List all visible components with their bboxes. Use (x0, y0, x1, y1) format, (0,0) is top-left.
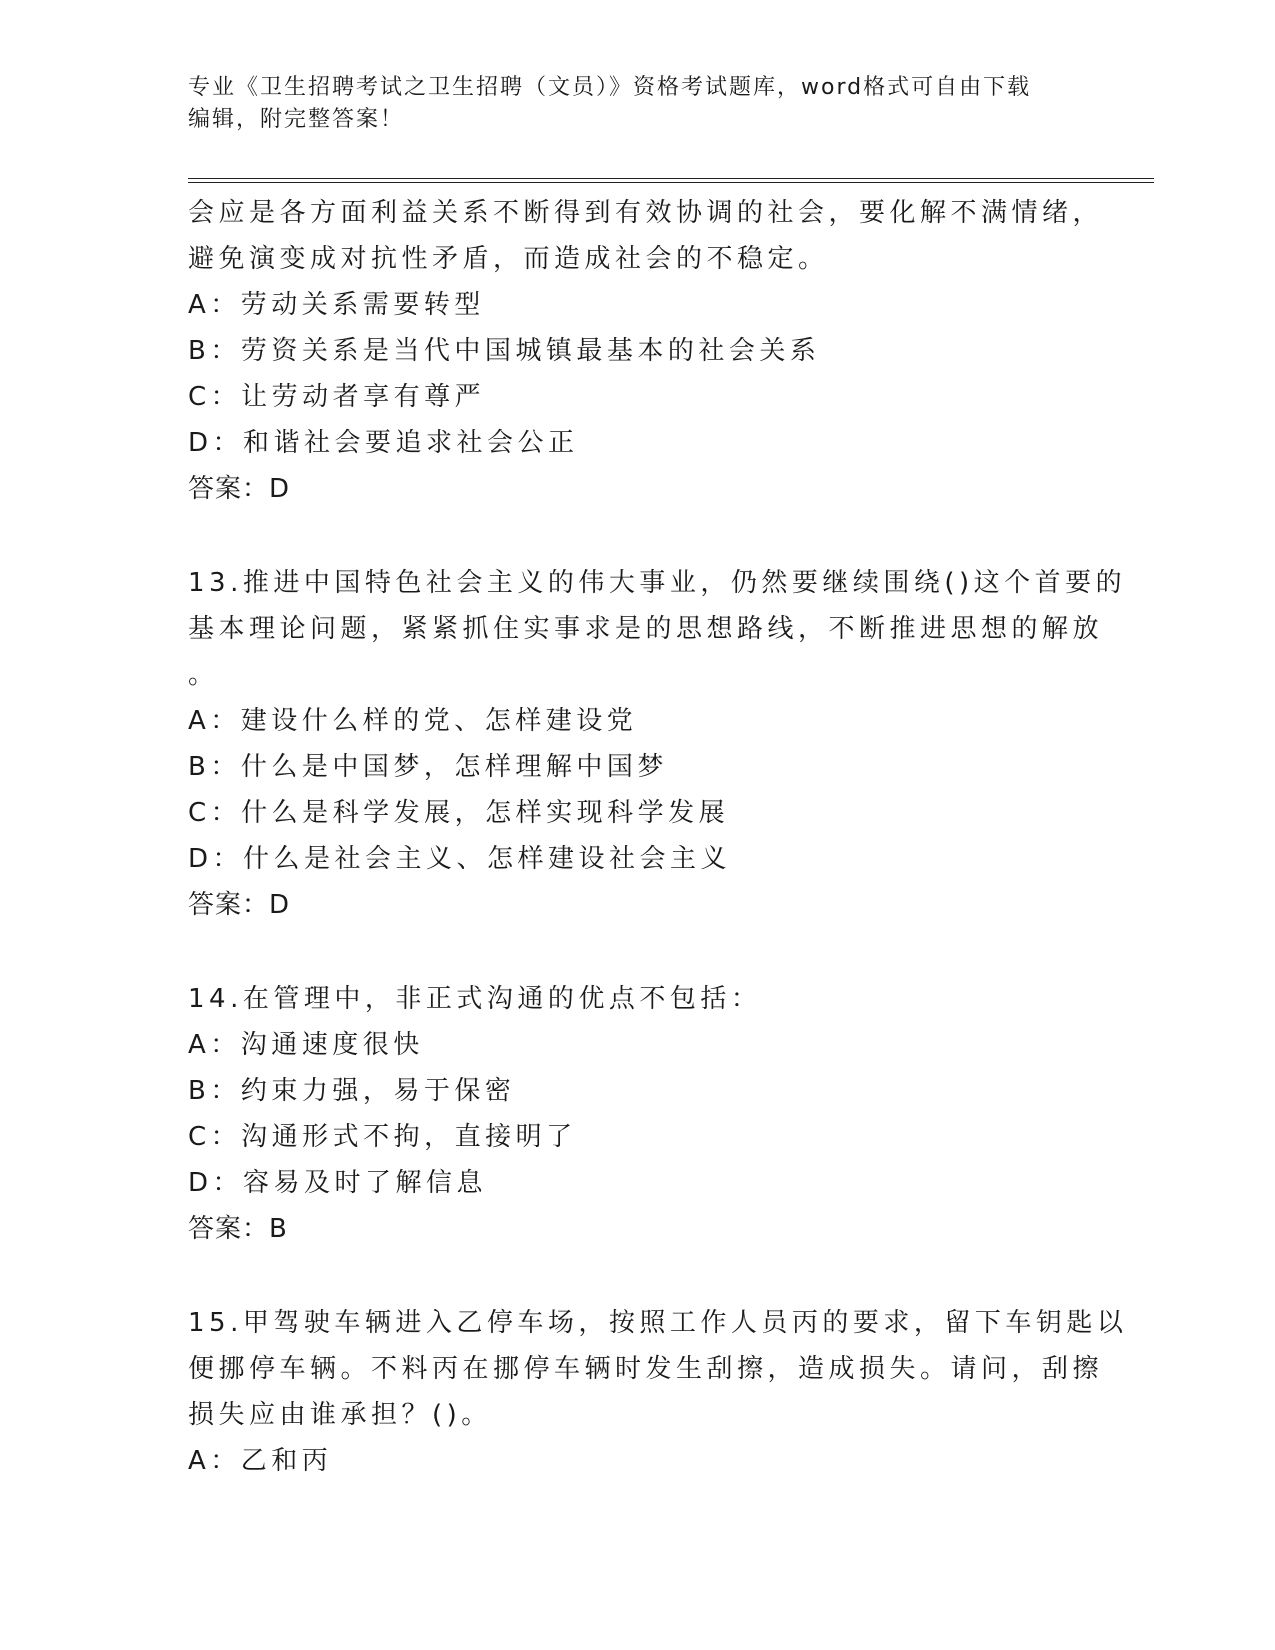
question-12-continuation (188, 190, 1104, 512)
question-text-line: 基本理论问题，紧紧抓住实事求是的思想路线，不断推进思想的解放 (188, 614, 1104, 644)
header-rule-bottom (188, 182, 1154, 183)
option-b: B：约束力强，易于保密 (188, 1076, 516, 1106)
header-line-1: 专业《卫生招聘考试之卫生招聘（文员）》资格考试题库，word格式可自由下载 (188, 75, 1032, 100)
option-a: A：沟通速度很快 (188, 1030, 424, 1060)
option-c: C：什么是科学发展，怎样实现科学发展 (188, 798, 730, 828)
answer-line: 答案：B (188, 1214, 288, 1244)
question-body (188, 190, 1128, 1484)
question-text-line: 14.在管理中，非正式沟通的优点不包括： (188, 984, 762, 1014)
answer-line: 答案：D (188, 474, 291, 504)
header-rule-top (188, 178, 1154, 179)
question-text-line: 避免演变成对抗性矛盾，而造成社会的不稳定。 (188, 244, 829, 274)
option-c: C：沟通形式不拘，直接明了 (188, 1122, 577, 1152)
answer-line: 答案：D (188, 890, 291, 920)
option-a: A：建设什么样的党、怎样建设党 (188, 706, 638, 736)
question-text-line: 会应是各方面利益关系不断得到有效协调的社会，要化解不满情绪， (188, 198, 1104, 228)
option-a: A：乙和丙 (188, 1446, 333, 1476)
option-c: C：让劳动者享有尊严 (188, 382, 486, 412)
option-a: A：劳动关系需要转型 (188, 290, 485, 320)
question-text-line: 13.推进中国特色社会主义的伟大事业，仍然要继续围绕()这个首要的 (188, 568, 1127, 598)
question-text-line: 15.甲驾驶车辆进入乙停车场，按照工作人员丙的要求，留下车钥匙以 (188, 1308, 1128, 1338)
option-d: D：和谐社会要追求社会公正 (188, 428, 579, 458)
question-text-line: 损失应由谁承担？()。 (188, 1400, 492, 1430)
option-d: D：容易及时了解信息 (188, 1168, 488, 1198)
question-13 (188, 560, 1127, 928)
question-15 (188, 1300, 1128, 1484)
question-text-line: 便挪停车辆。不料丙在挪停车辆时发生刮擦，造成损失。请问，刮擦 (188, 1354, 1104, 1384)
document-header (188, 72, 1088, 136)
option-d: D：什么是社会主义、怎样建设社会主义 (188, 844, 732, 874)
option-b: B：劳资关系是当代中国城镇最基本的社会关系 (188, 336, 821, 366)
question-14 (188, 976, 1088, 1252)
option-b: B：什么是中国梦，怎样理解中国梦 (188, 752, 668, 782)
question-text-line: 。 (188, 660, 219, 690)
header-line-2: 编辑，附完整答案！ (188, 107, 405, 132)
